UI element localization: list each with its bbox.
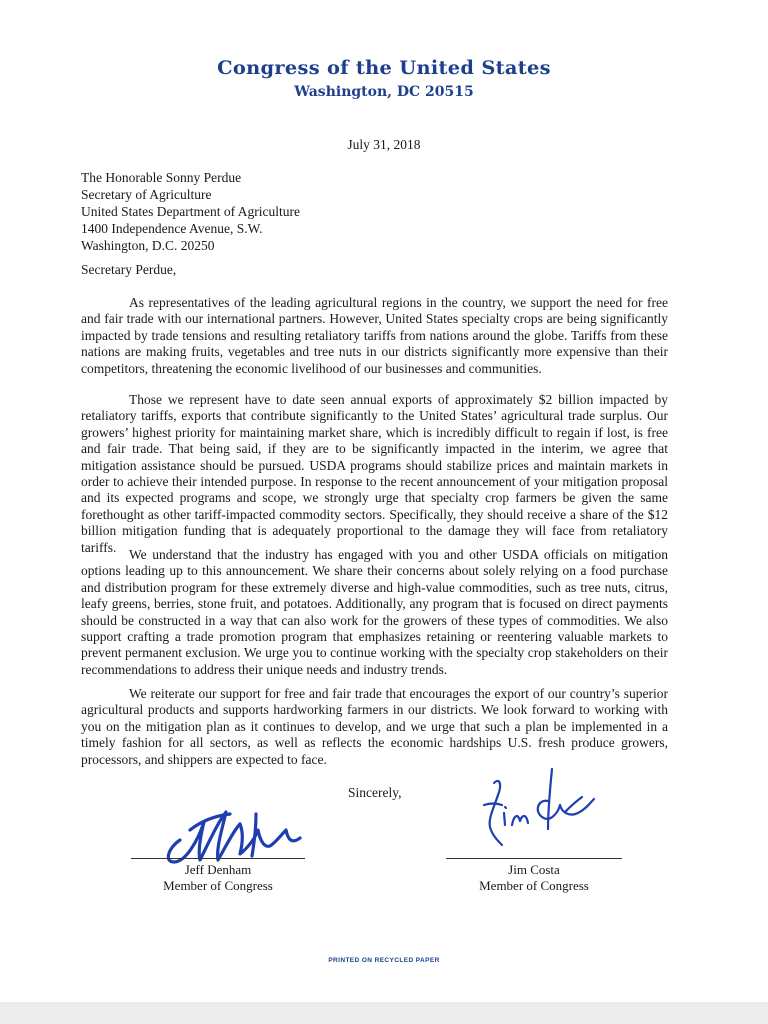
closing: Sincerely, [348, 785, 402, 800]
letterhead [0, 56, 768, 102]
letterhead-address: Washington, DC 20515 [294, 84, 474, 100]
body-paragraph: We reiterate our support for free and fair trade that encourages the export of our country’s superior agricultural products and supports hardworking farmers in our districts. We look forward to working with you on the mitigation plan as it continues to develop, and we urge that such a plan be implemented in a timely fashion for all sectors, as well as reflects the economic hardships U.S. fresh produce growers, processors, and shippers are expected to face. [81, 686, 668, 767]
recipient-address [81, 169, 300, 254]
signature-line [446, 858, 622, 859]
signature-line [131, 858, 305, 859]
signature-costa [478, 763, 608, 853]
signer-name: Jeff Denham [184, 862, 252, 877]
recipient-line: Washington, D.C. 20250 [81, 238, 215, 253]
recipient-line: United States Department of Agriculture [81, 204, 300, 219]
body-paragraph: As representatives of the leading agricultural regions in the country, we support the need for free and fair trade with our international partners. However, United States specialty crops are being significantly impacted by trade tensions and resulting retaliatory tariffs from nations around the globe. Tariffs from these nations are making fruits, vegetables and tree nuts in our districts significantly more expensive than their competitors, threatening the economic livelihood of our businesses and communities. [81, 295, 668, 376]
recipient-line: The Honorable Sonny Perdue [81, 170, 242, 185]
page-edge-shadow [0, 1002, 768, 1024]
letter-date: July 31, 2018 [347, 137, 421, 152]
body-paragraph: Those we represent have to date seen annual exports of approximately $2 billion impacted by retaliatory tariffs, exports that contribute significantly to the United States’ agricultural trade surplus. Our growers’ highest priority for maintaining market share, which is incredibly difficult to regain if lost, is free and fair trade. That being said, if they are to be significantly impacted in the interim, we agree that mitigation assistance should be pursued. USDA programs should stabilize prices and maintain markets in order to achieve their intended purpose. In response to the recent announcement of your mitigation proposal and its expected programs and scope, we strongly urge that specialty crop farmers be given the same forethought as other tariff-impacted commodity sectors. Specifically, they should receive a share of the $12 billion mitigation funding that is adequately proportional to the damage they will face from retaliatory tariffs. [81, 392, 668, 555]
body-paragraph: We understand that the industry has engaged with you and other USDA officials on mitigation options leading up to this announcement. We share their concerns about solely relying on a food purchase and distribution program for these extremely diverse and high-value commodities, such as tree nuts, citrus, leafy greens, berries, stone fruit, and potatoes. Additionally, any program that is focused on direct payments should be constructed in a way that can also work for the growers of these types of commodities. We also support crafting a trade promotion program that emphasizes retaining or reentering valuable markets to prevent permanent exclusion. We urge you to continue working with the specialty crop stakeholders on their recommendations to address their unique needs and industry trends. [81, 547, 668, 677]
signer-title: Member of Congress [479, 878, 589, 893]
recycled-paper-note: PRINTED ON RECYCLED PAPER [328, 957, 440, 964]
signer-name: Jim Costa [508, 862, 560, 877]
signature-denham [160, 800, 310, 870]
recipient-line: Secretary of Agriculture [81, 187, 212, 202]
letterhead-title: Congress of the United States [217, 57, 551, 79]
signer-title: Member of Congress [163, 878, 273, 893]
recipient-line: 1400 Independence Avenue, S.W. [81, 221, 263, 236]
salutation: Secretary Perdue, [81, 262, 177, 277]
